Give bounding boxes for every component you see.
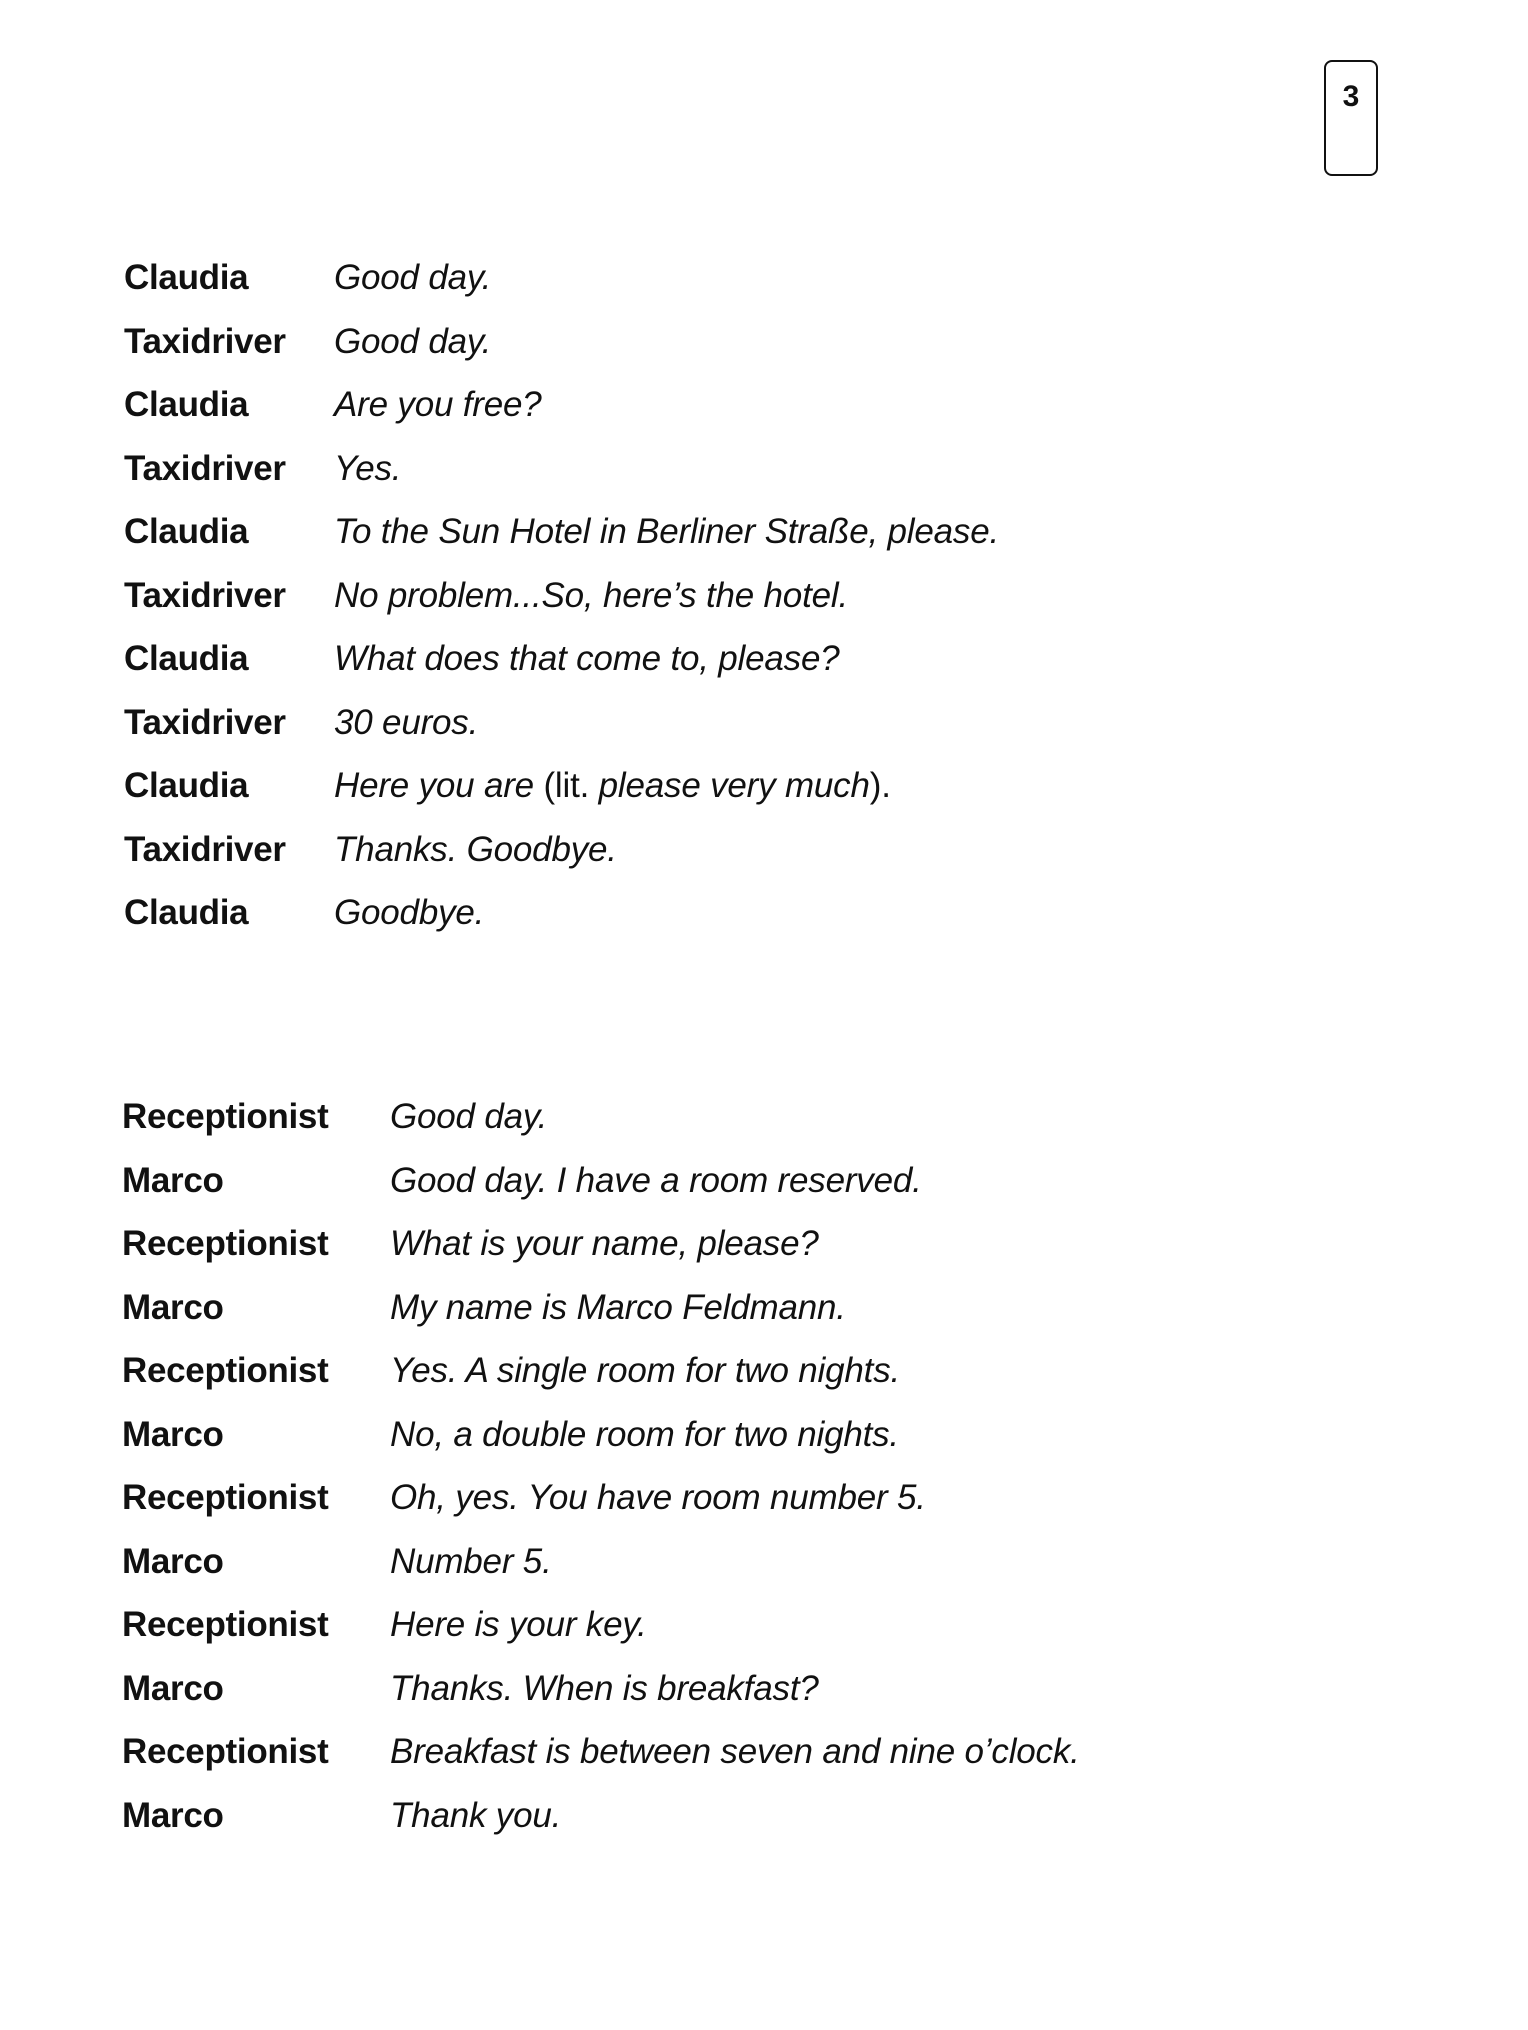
dialogue-line	[124, 574, 999, 638]
speech-text: My name is Marco Feldmann.	[390, 1287, 846, 1327]
speech-text: Thank you.	[390, 1795, 562, 1835]
dialogue-line	[124, 637, 999, 701]
speaker-name: Taxidriver	[124, 702, 286, 742]
speech-text: Good day.	[334, 258, 492, 297]
speaker-name: Claudia	[124, 512, 249, 551]
dialogue-line	[124, 891, 999, 955]
dialogue-line	[122, 1730, 1080, 1794]
dialogue-line	[122, 1476, 1080, 1540]
page-number-tab	[1324, 60, 1378, 176]
speech-text: No problem...So, here’s the hotel.	[334, 575, 848, 615]
speaker-name: Receptionist	[122, 1224, 329, 1263]
literal-note-close: ).	[869, 766, 891, 805]
dialogue-line	[124, 701, 999, 765]
dialogue-line	[122, 1667, 1080, 1731]
dialogue-line	[124, 510, 999, 574]
speech-text: No, a double room for two nights.	[390, 1414, 899, 1454]
dialogue-line	[122, 1794, 1080, 1858]
speech-text: Yes. A single room for two nights.	[390, 1351, 901, 1390]
taxi-dialogue	[124, 256, 999, 955]
speaker-name: Marco	[122, 1541, 224, 1581]
speech-text: Thanks. Goodbye.	[334, 829, 617, 869]
dialogue-line	[124, 256, 999, 320]
dialogue-line	[124, 383, 999, 447]
speech-text: Good day. I have a room reserved.	[390, 1160, 922, 1200]
speech-text: What does that come to, please?	[334, 639, 840, 678]
dialogue-line	[124, 320, 999, 384]
speech-part: Here you are	[334, 766, 534, 805]
speaker-name: Marco	[122, 1287, 224, 1327]
speaker-name: Marco	[122, 1668, 224, 1708]
speech-text: What is your name, please?	[390, 1224, 819, 1263]
literal-note: (lit.	[533, 766, 599, 805]
speech-text: To the Sun Hotel in Berliner Straße, please.	[334, 512, 1000, 551]
speech-text: Good day.	[390, 1097, 548, 1136]
speaker-name: Marco	[122, 1795, 224, 1835]
dialogue-line	[122, 1413, 1080, 1477]
speaker-name: Taxidriver	[124, 829, 286, 869]
speaker-name: Receptionist	[122, 1605, 329, 1644]
dialogue-line	[122, 1603, 1080, 1667]
dialogue-line	[124, 764, 999, 828]
speech-text: Good day.	[334, 321, 492, 361]
speech-text: Are you free?	[334, 385, 542, 424]
speech-text: Breakfast is between seven and nine o’clock.	[390, 1732, 1080, 1771]
speech-text: Goodbye.	[334, 893, 485, 932]
speaker-name: Receptionist	[122, 1478, 329, 1517]
speaker-name: Claudia	[124, 258, 249, 297]
dialogue-line	[122, 1222, 1080, 1286]
speech-text	[334, 764, 891, 808]
dialogue-line	[122, 1159, 1080, 1223]
speaker-name: Taxidriver	[124, 448, 286, 488]
speech-part: please very much	[598, 766, 870, 805]
speaker-name: Taxidriver	[124, 575, 286, 615]
speaker-name: Claudia	[124, 639, 249, 678]
dialogue-line	[122, 1349, 1080, 1413]
speaker-name: Receptionist	[122, 1097, 329, 1136]
speaker-name: Receptionist	[122, 1732, 329, 1771]
dialogue-line	[124, 447, 999, 511]
speech-text: Oh, yes. You have room number 5.	[390, 1478, 926, 1517]
speaker-name: Claudia	[124, 766, 249, 805]
speaker-name: Taxidriver	[124, 321, 286, 361]
speaker-name: Claudia	[124, 893, 249, 932]
speaker-name: Claudia	[124, 385, 249, 424]
hotel-dialogue	[122, 1095, 1080, 1857]
speaker-name: Marco	[122, 1414, 224, 1454]
dialogue-line	[122, 1095, 1080, 1159]
dialogue-line	[122, 1286, 1080, 1350]
speech-text: Yes.	[334, 448, 402, 488]
dialogue-line	[124, 828, 999, 892]
speaker-name: Receptionist	[122, 1351, 329, 1390]
speech-text: Here is your key.	[390, 1605, 647, 1644]
dialogue-line	[122, 1540, 1080, 1604]
speaker-name: Marco	[122, 1160, 224, 1200]
speech-text: Number 5.	[390, 1541, 552, 1581]
speech-text: Thanks. When is breakfast?	[390, 1668, 819, 1708]
speech-text: 30 euros.	[334, 702, 479, 742]
page-number: 3	[1342, 80, 1360, 113]
